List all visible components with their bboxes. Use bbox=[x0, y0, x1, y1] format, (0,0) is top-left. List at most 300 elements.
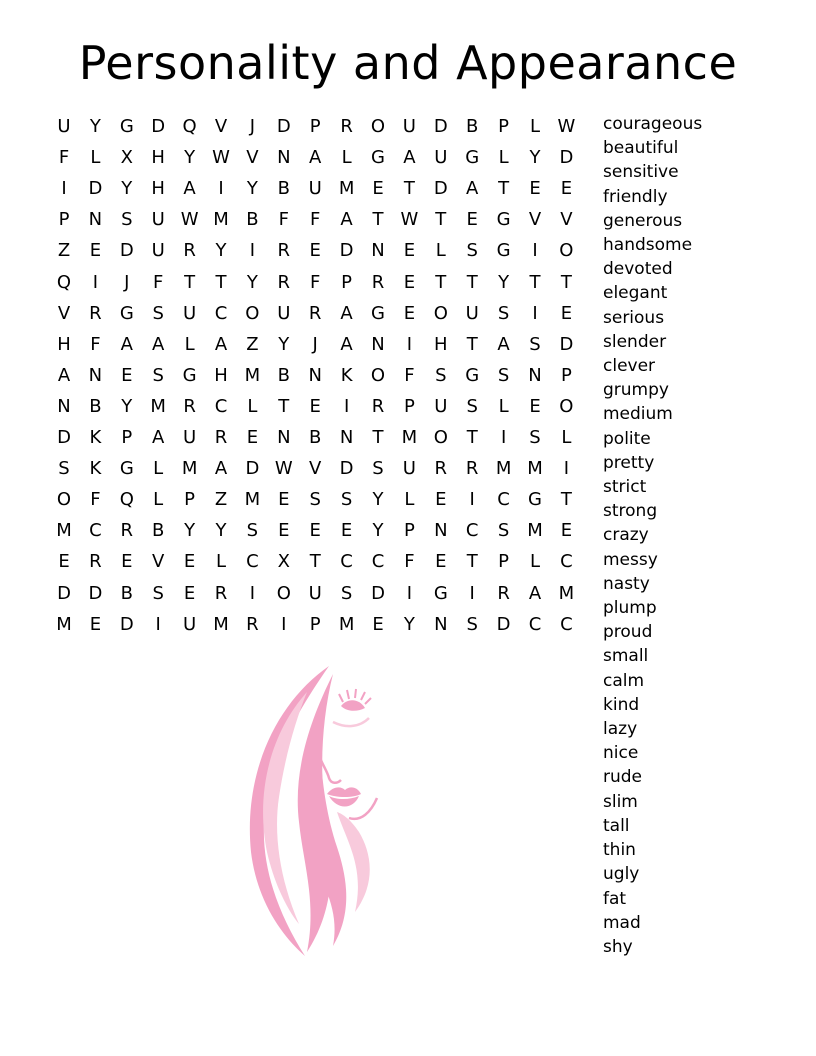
grid-letter: E bbox=[121, 551, 133, 573]
word-list-item: pretty bbox=[603, 452, 655, 473]
grid-letter: I bbox=[563, 458, 570, 480]
grid-letter: P bbox=[498, 551, 510, 573]
grid-letter: F bbox=[153, 271, 164, 293]
word-list-item: courageous bbox=[603, 114, 703, 134]
grid-letter: A bbox=[214, 458, 228, 480]
grid-letter: E bbox=[403, 302, 416, 324]
grid-letter: O bbox=[370, 364, 386, 386]
grid-letter: D bbox=[371, 582, 385, 604]
grid-letter: G bbox=[119, 458, 134, 480]
grid-letter: L bbox=[153, 489, 164, 511]
grid-letter: D bbox=[339, 240, 354, 262]
grid-letter: W bbox=[400, 209, 419, 231]
grid-letter: E bbox=[309, 240, 321, 262]
grid-letter: E bbox=[246, 427, 259, 448]
grid-letter: G bbox=[496, 209, 511, 231]
grid-letter: U bbox=[402, 116, 416, 137]
grid-letter: C bbox=[246, 551, 259, 573]
word-list-item: serious bbox=[603, 307, 665, 328]
grid-letter: I bbox=[92, 271, 99, 293]
grid-letter: Y bbox=[215, 240, 227, 262]
grid-letter: E bbox=[183, 582, 196, 604]
grid-letter: G bbox=[182, 364, 197, 386]
grid-letter: S bbox=[497, 302, 510, 324]
grid-letter: K bbox=[89, 427, 102, 448]
woman-face-hair-icon bbox=[237, 662, 397, 958]
grid-letter: D bbox=[57, 582, 71, 604]
grid-letter: C bbox=[560, 613, 573, 635]
word-list-item: friendly bbox=[603, 186, 668, 207]
grid-letter: K bbox=[89, 458, 102, 480]
grid-letter: U bbox=[434, 147, 448, 169]
grid-letter: U bbox=[402, 458, 416, 480]
grid-letter: A bbox=[340, 333, 353, 355]
grid-letter: G bbox=[465, 147, 480, 169]
grid-letter: T bbox=[403, 178, 415, 200]
grid-letter: C bbox=[340, 551, 353, 573]
grid-letter: R bbox=[214, 582, 228, 604]
grid-letter: G bbox=[371, 302, 385, 324]
grid-letter: F bbox=[278, 209, 289, 231]
grid-letter: B bbox=[309, 427, 322, 448]
word-list-item: polite bbox=[603, 428, 651, 449]
grid-letter: T bbox=[466, 333, 478, 355]
word-list-item: small bbox=[603, 646, 649, 667]
grid-letter: Y bbox=[372, 520, 384, 542]
grid-letter: S bbox=[466, 240, 478, 262]
grid-letter: A bbox=[183, 178, 196, 200]
grid-letter: R bbox=[120, 520, 134, 542]
grid-letter: L bbox=[435, 240, 446, 262]
grid-letter: E bbox=[403, 240, 416, 262]
grid-letter: V bbox=[152, 551, 165, 573]
grid-letter: R bbox=[497, 582, 510, 604]
grid-letter: S bbox=[529, 427, 541, 448]
grid-letter: W bbox=[274, 458, 293, 480]
grid-letter: S bbox=[152, 302, 164, 324]
grid-letter: C bbox=[371, 551, 385, 573]
grid-letter: R bbox=[277, 271, 291, 293]
grid-letter: M bbox=[401, 427, 418, 448]
grid-letter: I bbox=[249, 582, 256, 604]
grid-letter: I bbox=[469, 582, 475, 604]
grid-letter: A bbox=[152, 427, 165, 448]
word-list-item: nice bbox=[603, 743, 639, 764]
grid-letter: E bbox=[466, 209, 478, 231]
word-list-item: crazy bbox=[603, 525, 649, 546]
grid-letter: S bbox=[152, 582, 164, 604]
grid-letter: B bbox=[277, 364, 290, 386]
grid-letter: Q bbox=[182, 116, 197, 137]
grid-letter: L bbox=[90, 147, 101, 169]
word-list-item: medium bbox=[603, 404, 673, 425]
grid-letter: M bbox=[558, 582, 575, 604]
grid-letter: N bbox=[277, 147, 291, 169]
grid-letter: V bbox=[214, 116, 228, 137]
grid-letter: D bbox=[339, 458, 354, 480]
grid-letter: H bbox=[434, 333, 448, 355]
grid-letter: D bbox=[276, 116, 291, 137]
grid-letter: I bbox=[343, 395, 350, 417]
grid-letter: R bbox=[308, 302, 322, 324]
grid-letter: E bbox=[58, 551, 70, 573]
grid-letter: B bbox=[277, 178, 290, 200]
grid-letter: R bbox=[434, 458, 448, 480]
grid-letter: L bbox=[184, 333, 195, 355]
grid-letter: I bbox=[406, 333, 413, 355]
grid-letter: G bbox=[371, 147, 385, 169]
grid-letter: N bbox=[434, 520, 448, 542]
grid-letter: E bbox=[309, 520, 321, 542]
grid-letter: L bbox=[498, 395, 509, 417]
grid-letter: U bbox=[434, 395, 448, 417]
grid-letter: M bbox=[213, 613, 229, 635]
grid-letter: B bbox=[120, 582, 133, 604]
grid-letter: S bbox=[497, 364, 510, 386]
grid-letter: T bbox=[466, 427, 478, 448]
grid-letter: D bbox=[151, 116, 166, 137]
grid-letter: T bbox=[309, 551, 321, 573]
grid-letter: P bbox=[498, 116, 510, 137]
grid-letter: S bbox=[466, 395, 478, 417]
grid-letter: C bbox=[89, 520, 102, 542]
grid-letter: O bbox=[56, 489, 72, 511]
grid-letter: H bbox=[57, 333, 71, 355]
grid-letter: E bbox=[560, 302, 573, 324]
grid-letter: R bbox=[89, 302, 102, 324]
grid-letter: A bbox=[152, 333, 165, 355]
grid-letter: D bbox=[559, 147, 574, 169]
grid-letter: L bbox=[247, 395, 258, 417]
grid-letter: S bbox=[121, 209, 133, 231]
word-list-item: ugly bbox=[603, 864, 640, 885]
grid-letter: C bbox=[528, 613, 542, 635]
grid-letter: O bbox=[433, 302, 448, 324]
grid-letter: I bbox=[406, 582, 413, 604]
grid-letter: M bbox=[244, 364, 261, 386]
grid-letter: Q bbox=[119, 489, 134, 511]
grid-letter: L bbox=[153, 458, 164, 480]
grid-letter: E bbox=[529, 395, 541, 417]
grid-letter: D bbox=[88, 582, 103, 604]
grid-letter: A bbox=[403, 147, 416, 169]
grid-letter: E bbox=[89, 613, 102, 635]
grid-letter: U bbox=[183, 302, 197, 324]
grid-letter: Y bbox=[121, 178, 133, 200]
grid-letter: R bbox=[183, 240, 196, 262]
grid-letter: P bbox=[121, 427, 133, 448]
grid-letter: T bbox=[215, 271, 227, 293]
grid-letter: P bbox=[184, 489, 196, 511]
grid-letter: R bbox=[340, 116, 353, 137]
grid-letter: M bbox=[56, 613, 72, 635]
word-list-item: generous bbox=[603, 210, 683, 231]
grid-letter: E bbox=[403, 271, 416, 293]
grid-letter: T bbox=[560, 271, 572, 293]
grid-letter: Z bbox=[57, 240, 71, 262]
grid-letter: T bbox=[278, 395, 290, 417]
grid-letter: M bbox=[338, 178, 355, 200]
word-list-item: strong bbox=[603, 501, 658, 522]
grid-letter: S bbox=[309, 489, 321, 511]
grid-letter: E bbox=[183, 551, 196, 573]
grid-letter: Y bbox=[529, 147, 541, 169]
grid-letter: N bbox=[528, 364, 542, 386]
grid-letter: Z bbox=[214, 489, 228, 511]
grid-letter: V bbox=[57, 302, 71, 324]
grid-letter: T bbox=[466, 551, 478, 573]
grid-letter: E bbox=[372, 178, 384, 200]
grid-letter: N bbox=[88, 209, 103, 231]
grid-letter: D bbox=[119, 240, 134, 262]
grid-letter: R bbox=[89, 551, 102, 573]
grid-letter: U bbox=[183, 613, 197, 635]
grid-letter: D bbox=[88, 178, 103, 200]
grid-letter: Y bbox=[121, 395, 133, 417]
grid-letter: A bbox=[466, 178, 479, 200]
grid-letter: D bbox=[119, 613, 134, 635]
word-list-item: shy bbox=[603, 936, 633, 957]
grid-letter: T bbox=[372, 427, 384, 448]
grid-letter: Y bbox=[89, 116, 101, 137]
grid-letter: I bbox=[469, 489, 475, 511]
grid-letter: V bbox=[560, 209, 573, 231]
grid-letter: L bbox=[404, 489, 415, 511]
grid-letter: T bbox=[529, 271, 541, 293]
grid-letter: R bbox=[371, 395, 385, 417]
word-list-item: beautiful bbox=[603, 138, 679, 159]
grid-letter: E bbox=[435, 489, 447, 511]
grid-letter: Y bbox=[498, 271, 510, 293]
word-list-item: proud bbox=[603, 622, 653, 643]
grid-letter: G bbox=[528, 489, 542, 511]
grid-letter: E bbox=[121, 364, 133, 386]
grid-letter: N bbox=[57, 395, 71, 417]
grid-letter: H bbox=[214, 364, 228, 386]
word-list-item: messy bbox=[603, 549, 658, 570]
grid-letter: F bbox=[90, 333, 101, 355]
grid-letter: E bbox=[560, 178, 573, 200]
grid-letter: N bbox=[371, 240, 385, 262]
grid-letter: E bbox=[89, 240, 102, 262]
grid-letter: G bbox=[496, 240, 511, 262]
grid-letter: U bbox=[183, 427, 197, 448]
word-list-item: plump bbox=[603, 598, 657, 619]
grid-letter: D bbox=[496, 613, 511, 635]
word-list-item: tall bbox=[603, 815, 630, 836]
grid-letter: M bbox=[213, 209, 229, 231]
grid-letter: C bbox=[214, 302, 228, 324]
grid-letter: M bbox=[495, 458, 512, 480]
grid-letter: V bbox=[246, 147, 259, 169]
grid-letter: M bbox=[56, 520, 72, 542]
word-list-item: sensitive bbox=[603, 162, 679, 183]
grid-letter: F bbox=[404, 364, 415, 386]
grid-letter: E bbox=[372, 613, 384, 635]
grid-letter: N bbox=[434, 613, 448, 635]
word-list-item: thin bbox=[603, 840, 636, 861]
grid-letter: G bbox=[119, 116, 134, 137]
grid-letter: A bbox=[120, 333, 133, 355]
grid-letter: F bbox=[310, 209, 321, 231]
grid-letter: Y bbox=[278, 333, 290, 355]
grid-letter: D bbox=[433, 178, 448, 200]
grid-letter: S bbox=[497, 520, 510, 542]
grid-letter: T bbox=[466, 271, 478, 293]
grid-letter: S bbox=[152, 364, 164, 386]
grid-letter: C bbox=[560, 551, 573, 573]
grid-letter: S bbox=[340, 582, 353, 604]
grid-letter: I bbox=[500, 427, 507, 448]
grid-letter: G bbox=[465, 364, 480, 386]
grid-letter: T bbox=[435, 271, 447, 293]
grid-letter: I bbox=[532, 240, 538, 262]
grid-letter: T bbox=[498, 178, 510, 200]
grid-letter: W bbox=[180, 209, 199, 231]
grid-letter: L bbox=[341, 147, 352, 169]
grid-letter: P bbox=[560, 364, 572, 386]
word-list-item: slim bbox=[603, 791, 638, 812]
grid-letter: W bbox=[212, 147, 230, 169]
word-list-item: grumpy bbox=[603, 380, 669, 401]
grid-letter: M bbox=[527, 458, 543, 480]
grid-letter: A bbox=[214, 333, 228, 355]
grid-letter: R bbox=[465, 458, 479, 480]
grid-letter: U bbox=[308, 178, 322, 200]
grid-letter: M bbox=[150, 395, 166, 417]
grid-letter: B bbox=[466, 116, 479, 137]
grid-letter: D bbox=[245, 458, 260, 480]
word-list-item: devoted bbox=[603, 259, 673, 280]
grid-letter: Q bbox=[56, 271, 72, 293]
grid-letter: H bbox=[151, 178, 165, 200]
grid-letter: N bbox=[371, 333, 385, 355]
word-list-item: strict bbox=[603, 477, 647, 498]
grid-letter: F bbox=[90, 489, 101, 511]
grid-letter: O bbox=[559, 395, 574, 417]
grid-letter: E bbox=[529, 178, 541, 200]
grid-letter: S bbox=[58, 458, 70, 480]
grid-letter: O bbox=[276, 582, 291, 604]
grid-letter: R bbox=[277, 240, 291, 262]
grid-letter: B bbox=[246, 209, 259, 231]
grid-letter: J bbox=[249, 116, 256, 137]
page-title: Personality and Appearance bbox=[78, 36, 738, 90]
grid-letter: Z bbox=[246, 333, 259, 355]
word-list-item: clever bbox=[603, 356, 656, 377]
grid-letter: S bbox=[435, 364, 447, 386]
grid-letter: E bbox=[278, 520, 290, 542]
grid-letter: P bbox=[309, 613, 321, 635]
grid-letter: R bbox=[246, 613, 259, 635]
grid-letter: I bbox=[532, 302, 538, 324]
grid-letter: X bbox=[120, 147, 133, 169]
grid-letter: V bbox=[309, 458, 322, 480]
grid-letter: A bbox=[340, 302, 353, 324]
grid-letter: T bbox=[372, 209, 384, 231]
grid-letter: L bbox=[498, 147, 509, 169]
grid-letter: L bbox=[529, 116, 541, 137]
grid-letter: N bbox=[339, 427, 354, 448]
grid-letter: U bbox=[57, 116, 71, 137]
grid-letter: S bbox=[529, 333, 541, 355]
grid-letter: T bbox=[184, 271, 196, 293]
grid-letter: M bbox=[338, 613, 355, 635]
grid-letter: P bbox=[341, 271, 353, 293]
grid-letter: S bbox=[340, 489, 353, 511]
grid-letter: B bbox=[89, 395, 102, 417]
word-list-item: slender bbox=[603, 331, 667, 352]
grid-letter: W bbox=[557, 116, 576, 137]
word-search-grid bbox=[48, 112, 588, 640]
word-list-item: kind bbox=[603, 694, 640, 715]
grid-letter: T bbox=[560, 489, 572, 511]
grid-letter: I bbox=[281, 613, 287, 635]
grid-letter: R bbox=[371, 271, 385, 293]
grid-letter: C bbox=[214, 395, 228, 417]
grid-letter: A bbox=[497, 333, 510, 355]
grid-letter: A bbox=[528, 582, 542, 604]
grid-letter: G bbox=[433, 582, 448, 604]
grid-letter: C bbox=[465, 520, 479, 542]
grid-letter: F bbox=[58, 147, 70, 169]
grid-letter: Y bbox=[403, 613, 415, 635]
word-list-item: fat bbox=[603, 888, 627, 909]
word-list-item: lazy bbox=[603, 719, 638, 740]
grid-letter: S bbox=[466, 613, 478, 635]
grid-letter: L bbox=[529, 551, 541, 573]
grid-letter: H bbox=[151, 147, 165, 169]
grid-letter: G bbox=[119, 302, 134, 324]
grid-letter: S bbox=[246, 520, 259, 542]
grid-letter: B bbox=[152, 520, 165, 542]
grid-letter: M bbox=[244, 489, 261, 511]
grid-letter: U bbox=[151, 209, 165, 231]
grid-letter: O bbox=[245, 302, 260, 324]
grid-letter: M bbox=[527, 520, 543, 542]
grid-letter: U bbox=[277, 302, 291, 324]
grid-letter: J bbox=[124, 271, 130, 293]
word-list-item: rude bbox=[603, 767, 643, 788]
word-list-item: nasty bbox=[603, 573, 650, 594]
grid-letter: D bbox=[559, 333, 574, 355]
grid-letter: P bbox=[58, 209, 70, 231]
grid-letter: E bbox=[435, 551, 447, 573]
grid-letter: E bbox=[560, 520, 573, 542]
grid-letter: A bbox=[340, 209, 353, 231]
grid-letter: K bbox=[340, 364, 353, 386]
grid-letter: E bbox=[309, 395, 321, 417]
grid-letter: U bbox=[465, 302, 479, 324]
grid-letter: U bbox=[151, 240, 165, 262]
word-list bbox=[603, 112, 803, 959]
grid-letter: R bbox=[183, 395, 196, 417]
grid-letter: Y bbox=[184, 520, 196, 542]
grid-letter: L bbox=[561, 427, 572, 448]
grid-letter: S bbox=[372, 458, 384, 480]
grid-letter: E bbox=[340, 520, 353, 542]
grid-letter: T bbox=[435, 209, 447, 231]
grid-letter: I bbox=[61, 178, 67, 200]
word-list-item: calm bbox=[603, 670, 645, 691]
grid-letter: M bbox=[181, 458, 198, 480]
grid-letter: I bbox=[218, 178, 224, 200]
grid-letter: F bbox=[310, 271, 321, 293]
grid-letter: Y bbox=[184, 147, 196, 169]
grid-letter: P bbox=[403, 520, 415, 542]
grid-letter: A bbox=[57, 364, 71, 386]
grid-letter: Y bbox=[246, 271, 258, 293]
